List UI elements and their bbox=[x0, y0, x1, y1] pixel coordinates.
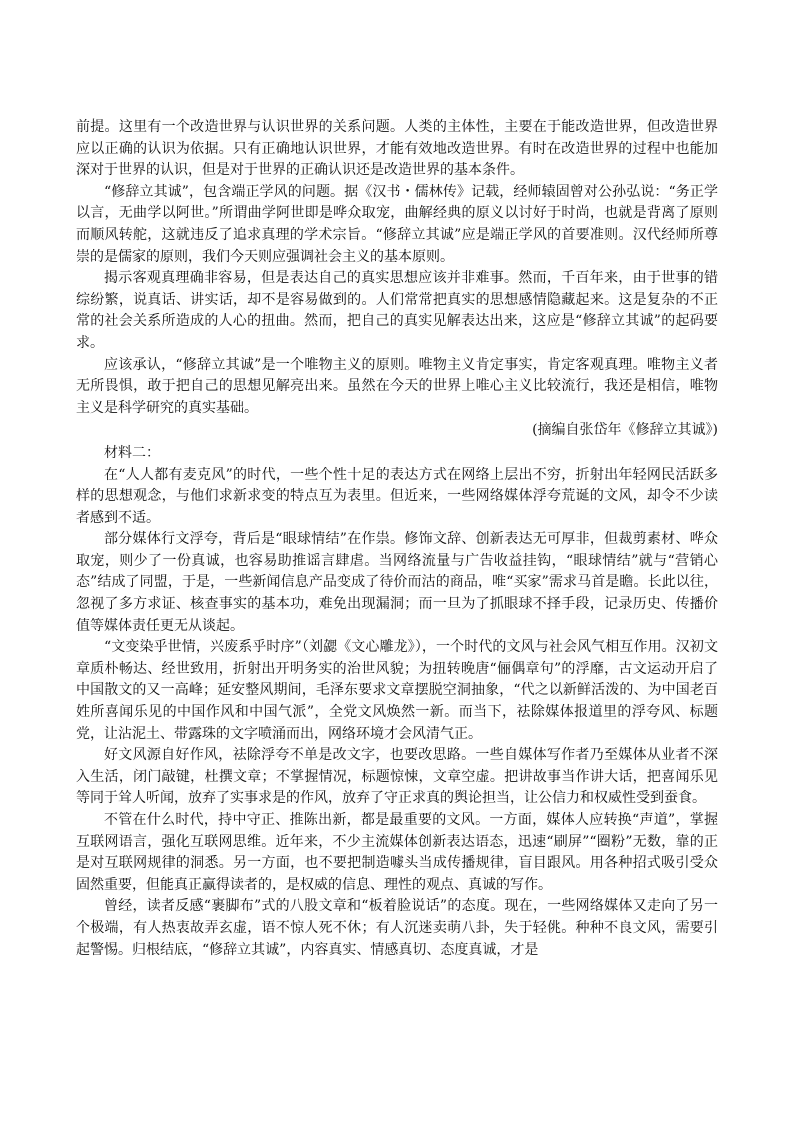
paragraph: 应该承认，“修辞立其诚”是一个唯物主义的原则。唯物主义肯定事实，肯定客观真理。唯物主义者无所畏惧，敢于把自己的思想见解亮出来。虽然在今天的世界上唯心主义比较流行，我还是相信，唯物主义是科学研究的真实基础。 bbox=[76, 356, 718, 416]
paragraph: “修辞立其诚”，包含端正学风的问题。据《汉书・儒林传》记载，经师辕固曾对公孙弘说：“务正学以言，无曲学以阿世。”所谓曲学阿世即是哗众取宠，曲解经典的原义以讨好于时尚，也就是背离了原则而顺风转舵，这就违反了追求真理的学术宗旨。“修辞立其诚”应是端正学风的首要准则。汉代经师所尊崇的是儒家的原则，我们今天则应强调社会主义的基本原则。 bbox=[76, 183, 718, 265]
source-citation: (摘编自张岱年《修辞立其诚》) bbox=[532, 422, 718, 439]
paragraph: 不管在什么时代，持中守正、推陈出新，都是最重要的文风。一方面，媒体人应转换“声道”，掌握互联网语言，强化互联网思维。近年来，不少主流媒体创新表达语态，迅速“刷屏”“圈粉”无数，靠的正是对互联网规律的洞悉。另一方面，也不要把制造噱头当成传播规律，盲目跟风。用各种招式吸引受众固然重要，但能真正赢得读者的，是权威的信息、理性的观点、真诚的写作。 bbox=[76, 812, 718, 893]
paragraph: “文变染乎世情，兴废系乎时序”（刘勰《文心雕龙》），一个时代的文风与社会风气相互作用。汉初文章质朴畅达、经世致用，折射出开明务实的治世风貌；为扭转晚唐“俪偶章句”的浮靡，古文运动开启了中国散文的又一高峰；延安整风期间，毛泽东要求文章摆脱空洞抽象，“代之以新鲜活泼的、为中国老百姓所喜闻乐见的中国作风和中国气派”，全党文风焕然一新。而当下，祛除媒体报道里的浮夸风、标题党，让沾泥土、带露珠的文字喷涌而出，网络环境才会风清气正。 bbox=[76, 639, 718, 742]
paragraph: 揭示客观真理确非容易，但是表达自己的真实思想应该并非难事。然而，千百年来，由于世事的错综纷繁，说真话、讲实话，却不是容易做到的。人们常常把真实的思想感情隐藏起来。这是复杂的不正常的社会关系所造成的人心的扭曲。然而，把自己的真实见解表达出来，这应是“修辞立其诚”的起码要求。 bbox=[76, 270, 718, 351]
section-label: 材料二： bbox=[104, 444, 160, 461]
document-body bbox=[76, 117, 718, 961]
paragraph: 在“人人都有麦克风”的时代，一些个性十足的表达方式在网络上层出不穷，折射出年轻网民活跃多样的思想观念，与他们求新求变的特点互为表里。但近来，一些网络媒体浮夸荒诞的文风，却令不少读者感到不适。 bbox=[76, 466, 718, 526]
paragraph: 前提。这里有一个改造世界与认识世界的关系问题。人类的主体性，主要在于能改造世界，但改造世界应以正确的认识为依据。只有正确地认识世界，才能有效地改造世界。有时在改造世界的过程中也能加深对于世界的认识，但是对于世界的正确认识还是改造世界的基本条件。 bbox=[76, 119, 718, 179]
paragraph: 部分媒体行文浮夸，背后是“眼球情结”在作祟。修饰文辞、创新表达无可厚非，但裁剪素材、哗众取宠，则少了一份真诚，也容易助推谣言肆虐。当网络流量与广告收益挂钩，“眼球情结”就与“营销心态”结成了同盟，于是，一些新闻信息产品变成了待价而沽的商品，唯“买家”需求马首是瞻。长此以往，忽视了多方求证、核查事实的基本功，难免出现漏洞；而一旦为了抓眼球不择手段，记录历史、传播价值等媒体责任更无从谈起。 bbox=[76, 531, 718, 634]
paragraph: 好文风源自好作风，祛除浮夸不单是改文字，也要改思路。一些自媒体写作者乃至媒体从业者不深入生活，闭门敲键，杜撰文章；不掌握情况，标题惊悚，文章空虚。把讲故事当作讲大话，把喜闻乐见等同于耸人听闻，放弃了实事求是的作风，放弃了守正求真的舆论担当，让公信力和权威性受到蚕食。 bbox=[76, 747, 718, 807]
paragraph: 曾经，读者反感“裹脚布”式的八股文章和“板着脸说话”的态度。现在，一些网络媒体又走向了另一个极端，有人热衷故弄玄虚，语不惊人死不休；有人沉迷卖萌八卦，失于轻佻。种种不良文风，需要引起警惕。归根结底，“修辞立其诚”，内容真实、情感真切、态度真诚，才是 bbox=[76, 898, 718, 958]
